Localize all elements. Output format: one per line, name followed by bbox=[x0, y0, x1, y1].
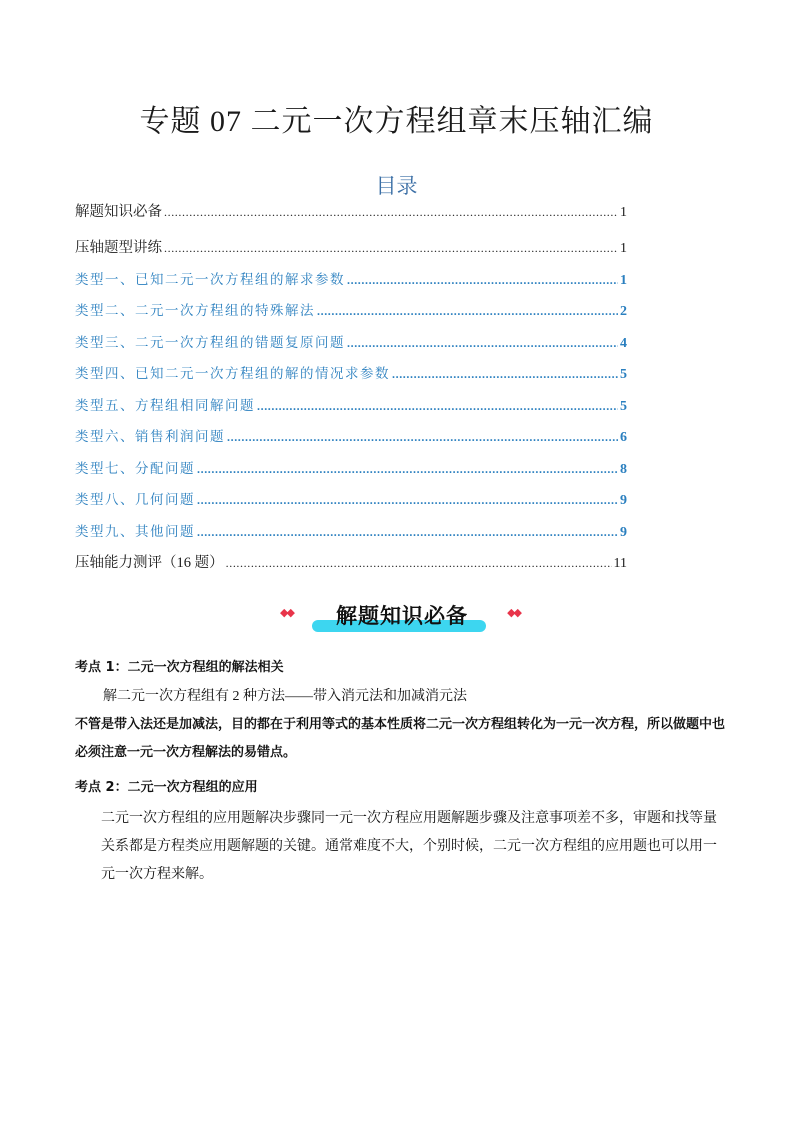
toc-leader-dots bbox=[257, 394, 618, 418]
toc-entry-label: 类型四、已知二元一次方程组的解的情况求参数 bbox=[75, 366, 390, 382]
toc-entry-page: 2 bbox=[620, 304, 627, 319]
diamond-ornament-icon: ◆◆ bbox=[280, 607, 293, 619]
banner-title: 解题知识必备 bbox=[336, 604, 468, 628]
toc-leader-dots bbox=[227, 425, 618, 449]
toc-entry-page: 9 bbox=[620, 524, 627, 540]
toc-entry-label: 类型七、分配问题 bbox=[75, 460, 195, 477]
table-of-contents bbox=[75, 200, 627, 583]
toc-entry-label: 压轴能力测评（16 题） bbox=[75, 555, 224, 571]
toc-entry[interactable] bbox=[75, 362, 627, 394]
toc-entry-label: 解题知识必备 bbox=[75, 204, 162, 220]
toc-entry-page: 4 bbox=[620, 335, 627, 351]
toc-entry[interactable] bbox=[75, 457, 627, 489]
toc-entry[interactable] bbox=[75, 520, 627, 552]
toc-leader-dots bbox=[347, 268, 618, 292]
kaodian-heading: 考点 1：二元一次方程组的解法相关 bbox=[75, 660, 284, 675]
toc-entry-label: 类型二、二元一次方程组的特殊解法 bbox=[75, 303, 315, 319]
toc-entry-page: 5 bbox=[620, 367, 627, 382]
toc-heading: 目录 bbox=[375, 174, 418, 198]
toc-entry[interactable] bbox=[75, 394, 627, 426]
kaodian-heading: 考点 2：二元一次方程组的应用 bbox=[75, 780, 258, 795]
toc-entry[interactable] bbox=[75, 488, 627, 520]
toc-leader-dots bbox=[197, 488, 618, 512]
toc-leader-dots bbox=[317, 299, 618, 323]
toc-leader-dots bbox=[197, 457, 618, 481]
kaodian-1 bbox=[75, 656, 725, 767]
toc-leader-dots bbox=[226, 551, 612, 575]
toc-entry[interactable] bbox=[75, 425, 627, 457]
toc-entry[interactable] bbox=[75, 200, 627, 236]
toc-entry-page: 9 bbox=[620, 493, 627, 508]
paragraph-bold: 不管是带入法还是加减法，目的都在于利用等式的基本性质将二元一次方程组转化为一元一次方程，所以做题中也必须注意一元一次方程解法的易错点。 bbox=[75, 717, 726, 760]
toc-entry-page: 11 bbox=[613, 556, 627, 571]
toc-entry[interactable] bbox=[75, 236, 627, 268]
document-title: 专题 07 二元一次方程组章末压轴汇编 bbox=[139, 105, 654, 138]
toc-entry-label: 类型九、其他问题 bbox=[75, 523, 195, 540]
paragraph: 二元一次方程组的应用题解决步骤同一元一次方程应用题解题步骤及注意事项差不多，审题和找等量关系都是方程类应用题解题的关键。通常难度不大，个别时候，二元一次方程组的应用题也可以用一元一次方程来解。 bbox=[101, 811, 717, 882]
toc-entry-label: 类型三、二元一次方程组的错题复原问题 bbox=[75, 334, 345, 351]
toc-entry-label: 压轴题型讲练 bbox=[75, 240, 162, 256]
toc-entry[interactable] bbox=[75, 331, 627, 363]
toc-entry-page: 1 bbox=[620, 272, 627, 288]
toc-leader-dots bbox=[164, 200, 618, 224]
toc-entry-page: 6 bbox=[620, 430, 627, 445]
kaodian-2 bbox=[75, 776, 725, 889]
toc-entry-page: 8 bbox=[620, 461, 627, 477]
toc-leader-dots bbox=[347, 331, 618, 355]
paragraph: 解二元一次方程组有 2 种方法——带入消元法和加减消元法 bbox=[103, 689, 467, 704]
toc-entry-label: 类型八、几何问题 bbox=[75, 492, 195, 508]
toc-entry-label: 类型六、销售利润问题 bbox=[75, 429, 225, 445]
toc-entry[interactable] bbox=[75, 299, 627, 331]
toc-entry[interactable] bbox=[75, 268, 627, 300]
toc-entry[interactable] bbox=[75, 551, 627, 583]
toc-entry-page: 1 bbox=[620, 241, 627, 256]
toc-entry-page: 5 bbox=[620, 398, 627, 414]
diamond-ornament-icon: ◆◆ bbox=[507, 607, 520, 619]
toc-leader-dots bbox=[197, 520, 618, 544]
toc-entry-label: 类型一、已知二元一次方程组的解求参数 bbox=[75, 271, 345, 288]
toc-leader-dots bbox=[164, 236, 618, 260]
section-banner bbox=[280, 598, 520, 638]
toc-entry-page: 1 bbox=[620, 205, 627, 220]
toc-entry-label: 类型五、方程组相同解问题 bbox=[75, 397, 255, 414]
toc-leader-dots bbox=[392, 362, 618, 386]
